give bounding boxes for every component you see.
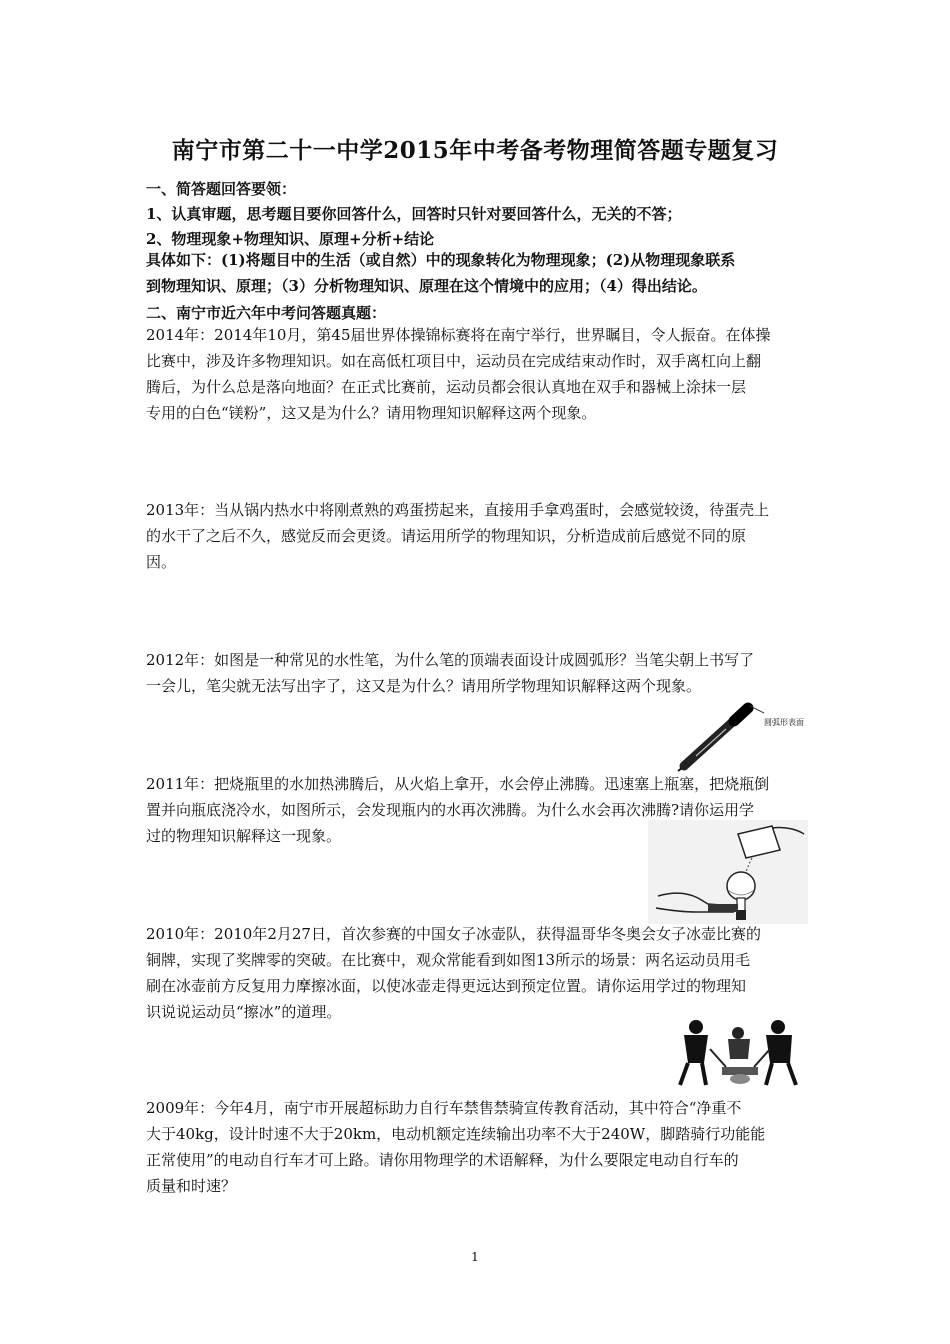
section1-point2: 2、物理现象+物理知识、原理+分析+结论 [146,230,435,248]
section1-heading: 一、简答题回答要领： [146,180,297,198]
curling-photo-icon [670,1015,810,1089]
page-number: 1 [471,1250,479,1264]
flask-figure [648,820,808,924]
section1-point1: 1、认真审题，思考题目要你回答什么，回答时只针对要回答什么，无关的不答； [146,205,682,223]
pen-figure [676,696,816,772]
figure-label-arc-surface: 圆弧形表面 [764,718,804,727]
question-2009: 2009年：今年4月，南宁市开展超标助力自行车禁售禁骑宣传教育活动，其中符合“净重不 大于40kg，设计时速不大于20km，电动机额定连续输出功率不大于240W，脚踏骑行功能能 正常使用”的电动自行车才可上路。请你用物理学的术语解释，为什么要限定电动自行车的 质量和时速？ [146,1099,766,1195]
section1-detail: 具体如下：(1)将题目中的生活（或自然）中的现象转化为物理现象；(2)从物理现象联系 到物理知识、原理；（3）分析物理知识、原理在这个情境中的应用；（4）得出结论。 [146,251,736,295]
page-title: 南宁市第二十一中学2015年中考备考物理简答题专题复习 [171,137,779,164]
section2-heading: 二、南宁市近六年中考问答题真题： [146,304,387,322]
question-2013: 2013年：当从锅内热水中将刚煮熟的鸡蛋捞起来，直接用手拿鸡蛋时，会感觉较烫，待蛋壳上 的水干了之后不久，感觉反而会更烫。请运用所学的物理知识，分析造成前后感觉不同的原 因。 [146,501,770,571]
question-2012: 2012年：如图是一种常见的水性笔，为什么笔的顶端表面设计成圆弧形？当笔尖朝上书写了 一会儿，笔尖就无法写出字了，这又是为什么？请用所学物理知识解释这两个现象。 [146,651,755,695]
question-2010: 2010年：2010年2月27日，首次参赛的中国女子冰壶队，获得温哥华冬奥会女子冰壶比赛的 铜牌，实现了奖牌零的突破。在比赛中，观众常能看到如图13所示的场景：两名运动员用毛 刷在冰壶前方反复用力摩擦冰面，以使冰壶走得更远达到预定位置。请你运用学过的物理知 识说说运动员“擦冰”的道理。 [146,925,761,1021]
question-2011: 2011年：把烧瓶里的水加热沸腾后，从火焰上拿开，水会停止沸腾。迅速塞上瓶塞，把烧瓶倒 置并向瓶底浇冷水，如图所示，会发现瓶内的水再次沸腾。为什么水会再次沸腾?请你运用学 过的物理知识解释这一现象。 [146,775,770,845]
question-2014: 2014年：2014年10月，第45届世界体操锦标赛将在南宁举行，世界瞩目，令人振奋。在体操 比赛中，涉及许多物理知识。如在高低杠项目中，运动员在完成结束动作时，双手离杠向上翻 腾后，为什么总是落向地面？在正式比赛前，运动员都会很认真地在双手和器械上涂抹一层 专用的白色“镁粉”，这又是为什么？请用物理知识解释这两个现象。 [146,326,771,422]
flask-icon [648,820,808,924]
pen-icon [676,696,816,772]
curling-figure [670,1015,810,1089]
